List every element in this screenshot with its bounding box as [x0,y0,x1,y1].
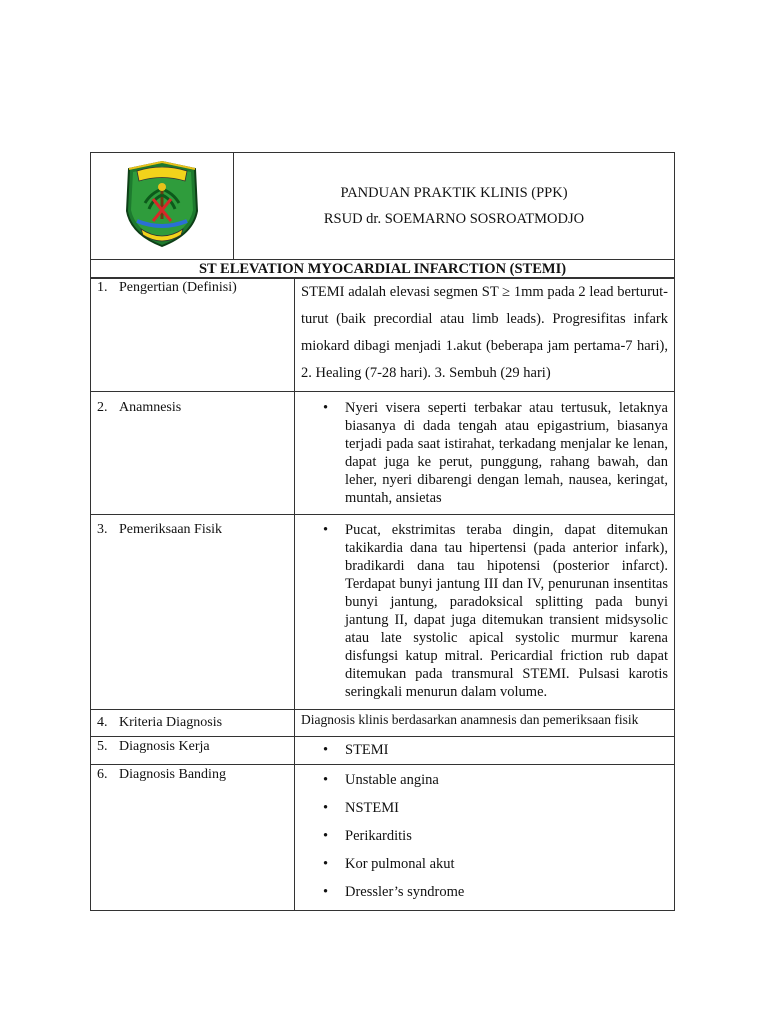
content-pemeriksaan [295,515,675,710]
list-item: • STEMI [345,736,668,764]
list-item: • NSTEMI [345,794,668,822]
row-label: Diagnosis Banding [119,767,226,782]
anamnesis-list [301,399,668,507]
document-title: ST ELEVATION MYOCARDIAL INFARCTION (STEMI) [91,260,675,279]
definition-text: STEMI adalah elevasi segmen ST ≥ 1mm pada 2 lead berturut-turut (baik precordial atau limb leads). Progresifitas infark miokard dibagi menjadi 1.akut (beberapa jam pertama-7 hari), 2. Healing (7-28 hari). 3. Sembuh (29 hari) [301,284,668,381]
row-number: 2. [97,400,108,415]
header-row [91,153,675,260]
label-pengertian [91,278,295,392]
row-number: 4. [97,715,108,730]
row-label: Anamnesis [119,400,182,415]
content-anamnesis [295,392,675,515]
list-item: • Unstable angina [345,766,668,794]
kabupaten-logo [123,159,201,249]
row-label: Pemeriksaan Fisik [119,522,223,537]
row-pemeriksaan [91,515,675,710]
row-kriteria [91,710,675,737]
list-item: • Nyeri visera seperti terbakar atau tertusuk, letaknya biasanya di dada tengah atau epigastrium, biasanya terjadi pada saat istirahat, terkadang menjalar ke lenan, dapat juga ke perut, punggung, rahang bawah, dan leher, nyeri dibarengi dengan lemah, nausea, keringat, muntah, ansietas [345,399,668,507]
ppk-content-table [90,277,675,911]
kerja-list [301,736,668,764]
row-banding [91,765,675,911]
kriteria-text: Diagnosis klinis berdasarkan anamnesis dan pemeriksaan fisik [301,712,639,727]
content-pengertian [295,278,675,392]
content-kriteria [295,710,675,737]
row-kerja [91,737,675,765]
title-row [91,260,675,279]
content-kerja [295,737,675,765]
banding-list [301,766,668,906]
row-number: 3. [97,522,108,537]
row-pengertian [91,278,675,392]
row-label: Pengertian (Definisi) [119,280,237,295]
label-kerja [91,737,295,765]
label-kriteria [91,710,295,737]
label-banding [91,765,295,911]
list-item: • Dressler’s syndrome [345,878,668,906]
row-anamnesis [91,392,675,515]
header-line-1: PANDUAN PRAKTIK KLINIS (PPK) [340,185,568,201]
row-number: 6. [97,767,108,782]
label-anamnesis [91,392,295,515]
row-number: 1. [97,280,108,295]
row-number: 5. [97,739,108,754]
list-item: • Pucat, ekstrimitas teraba dingin, dapat ditemukan takikardia dana tau hipertensi (pada anterior infark), bradikardi dana tau hipotensi (posterior infarct). Terdapat bunyi jantung III dan IV, penurunan insentitas bunyi jantung, paradoksical splitting pada bunyi jantung II, dapat juga ditemukan transient midsysolic atau late systolic apical systolic murmur karena disfungsi katup mitral. Pericardial friction rub dapat ditemukan pada transmural STEMI. Pulsasi karotis seringkali menurun dalam volume. [345,521,668,701]
label-pemeriksaan [91,515,295,710]
list-item: • Perikarditis [345,822,668,850]
logo-cell [91,153,234,260]
row-label: Kriteria Diagnosis [119,715,223,730]
pemeriksaan-list [301,521,668,701]
header-cell [234,153,675,260]
content-banding [295,765,675,911]
ppk-table [90,152,675,279]
row-label: Diagnosis Kerja [119,739,210,754]
list-item: • Kor pulmonal akut [345,850,668,878]
header-line-2: RSUD dr. SOEMARNO SOSROATMODJO [323,211,585,227]
